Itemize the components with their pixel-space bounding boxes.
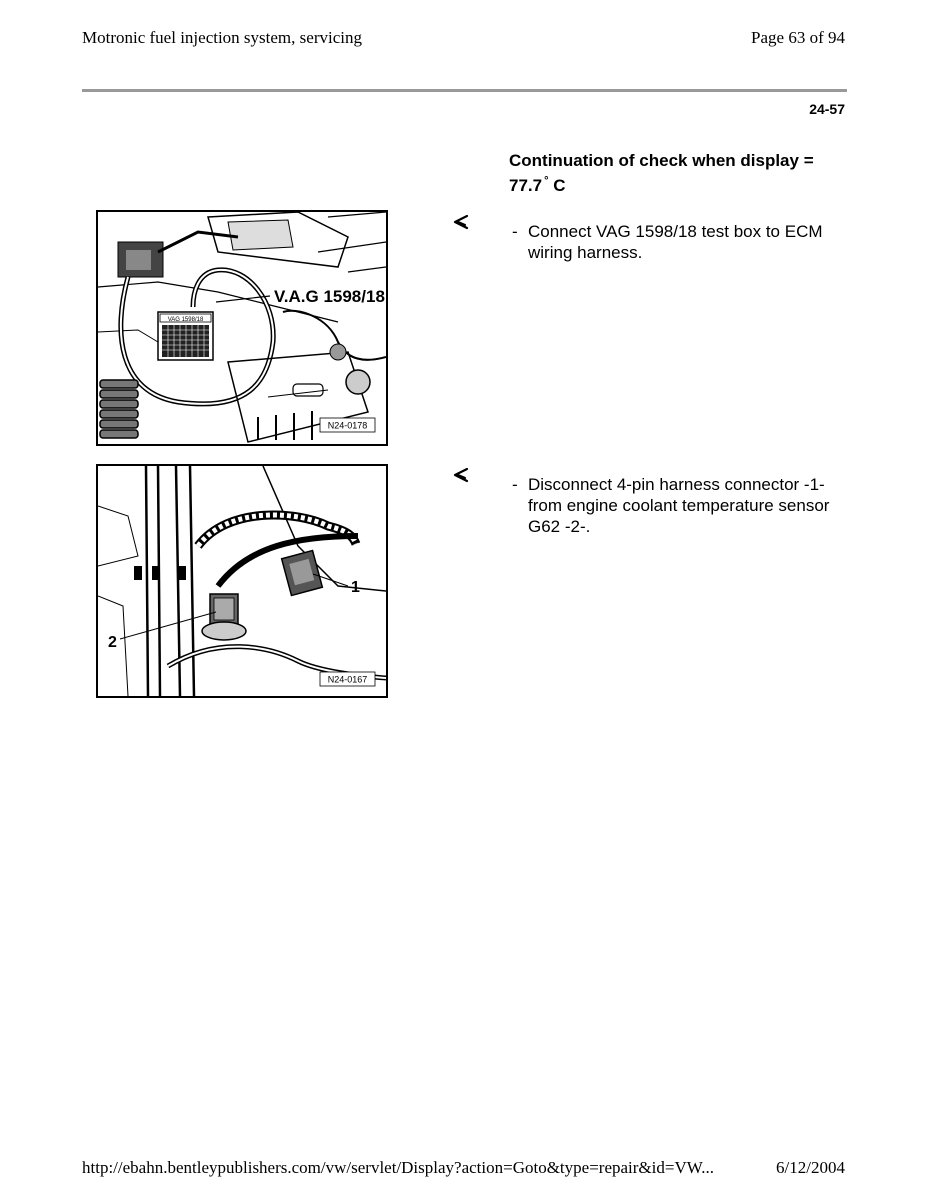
degree-symbol: °: [544, 175, 549, 187]
figure-code: N24-0167: [327, 674, 368, 685]
step-dash: -: [512, 222, 518, 241]
section-heading: [509, 150, 839, 196]
step-text: Disconnect 4-pin harness connector -1- from engine coolant temperature sensor G62 -2-.: [528, 475, 830, 536]
step-text: Connect VAG 1598/18 test box to ECM wiring harness.: [528, 222, 823, 262]
figure-coolant-sensor: [96, 464, 388, 698]
page-indicator: Page 63 of 94: [751, 28, 845, 47]
heading-unit: C: [553, 176, 566, 195]
document-title: Motronic fuel injection system, servicing: [82, 28, 362, 47]
instruction-step: [512, 474, 842, 537]
engine-bay-illustration-1: [98, 212, 386, 444]
section-number: 24-57: [809, 101, 845, 117]
tool-label: V.A.G 1598/18: [274, 287, 385, 306]
print-date: 6/12/2004: [776, 1158, 845, 1177]
header-divider: [82, 89, 847, 92]
engine-bay-illustration-2: [98, 466, 386, 696]
step-dash: -: [512, 475, 518, 494]
instruction-step: [512, 221, 842, 263]
figure-code: N24-0178: [327, 420, 368, 431]
pointer-arrow-icon: [452, 466, 470, 484]
callout-1: 1: [351, 579, 360, 596]
test-box-label: VAG 1598/18: [167, 317, 204, 323]
source-url[interactable]: http://ebahn.bentleypublishers.com/vw/servlet/Display?action=Goto&type=repair&id=VW...: [82, 1158, 714, 1177]
callout-2: 2: [108, 634, 117, 651]
pointer-arrow-icon: [452, 213, 470, 231]
heading-text: Continuation of check when display = 77.7: [509, 151, 814, 195]
figure-test-box-connection: [96, 210, 388, 446]
